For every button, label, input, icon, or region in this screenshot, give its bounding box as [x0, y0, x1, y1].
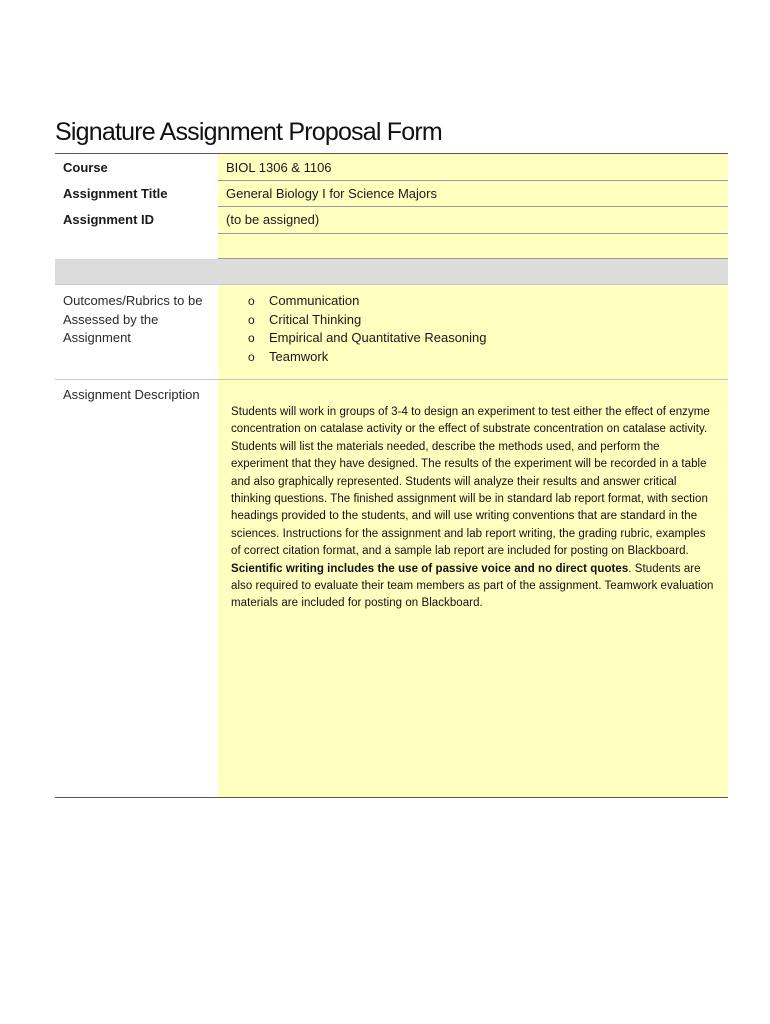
blank-value-cell[interactable] [218, 234, 728, 259]
course-value[interactable]: BIOL 1306 & 1106 [218, 154, 728, 181]
form-title: Signature Assignment Proposal Form [55, 118, 442, 146]
proposal-form-table [55, 153, 728, 798]
outcome-item [248, 292, 728, 311]
description-text [231, 404, 716, 613]
assignment-title-label: Assignment Title [63, 186, 168, 201]
description-text-part-2: . Students are also required to evaluate their team members as part of the assignment. Teamwork evaluation materials are included for posting on Blackboard. [231, 562, 714, 610]
description-row [55, 380, 728, 798]
assignment-id-value[interactable]: (to be assigned) [218, 207, 728, 234]
outcomes-label: Outcomes/Rubrics to be Assessed by the Assignment [63, 293, 203, 345]
assignment-id-label: Assignment ID [63, 212, 155, 227]
outcomes-list[interactable] [218, 285, 728, 379]
description-label: Assignment Description [63, 387, 200, 402]
hollow-bullet-icon: o [248, 294, 255, 308]
outcome-text: Communication [269, 293, 360, 308]
hollow-bullet-icon: o [248, 331, 255, 345]
assignment-title-value[interactable]: General Biology I for Science Majors [218, 181, 728, 207]
course-row [55, 154, 728, 181]
outcome-item [248, 329, 728, 348]
outcome-text: Empirical and Quantitative Reasoning [269, 330, 487, 345]
assignment-id-row [55, 207, 728, 234]
outcome-item [248, 348, 728, 367]
outcome-text: Critical Thinking [269, 311, 362, 327]
blank-row [55, 234, 728, 259]
description-text-emphasis: Scientific writing includes the use of passive voice and no direct quotes [231, 562, 629, 575]
section-divider-band [55, 259, 728, 285]
hollow-bullet-icon: o [248, 312, 255, 327]
assignment-title-row [55, 181, 728, 207]
hollow-bullet-icon: o [248, 349, 255, 364]
outcome-item [248, 311, 728, 330]
description-text-part-1: Students will work in groups of 3-4 to design an experiment to test either the effect of enzyme concentration on catalase activity or the effect of substrate concentration on catalase activity. Students will list the materials needed, describe the methods used, and perform the experiment that they have designed. The results of the experiment will be recorded in a table and also graphically represented. Students will analyze their results and answer critical thinking questions. The finished assignment will be in standard lab report format, with section headings provided to the students, and will use writing conventions that are standard in the sciences. Instructions for the assignment and lab report writing, the grading rubric, examples of correct citation format, and a sample lab report are included for posting on Blackboard. [231, 406, 710, 558]
course-label: Course [63, 160, 108, 175]
outcomes-row [55, 285, 728, 380]
blank-label-cell [55, 234, 218, 259]
description-value[interactable] [218, 380, 728, 797]
outcome-text: Teamwork [269, 348, 329, 364]
